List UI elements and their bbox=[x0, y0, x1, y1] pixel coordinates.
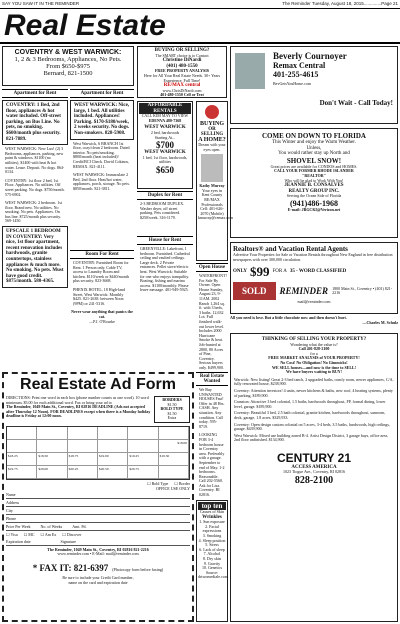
fax-note: (Photocopy form before faxing) bbox=[112, 566, 164, 572]
realtors-price: $99 bbox=[250, 264, 270, 280]
realtors-for: FOR A bbox=[272, 269, 287, 275]
apartment-column-left bbox=[2, 89, 68, 369]
c21-l5: No Cost! No Obligation! No Gimmicks! bbox=[280, 359, 348, 365]
c21-listing-5: Coventry: Open design custom colonial on 5 acres, 3-4 beds, 3.5 baths, hardwoods, high ceilings, garage. $439,900. bbox=[234, 421, 390, 432]
top-ten-item-9: 9. Gravity bbox=[203, 560, 221, 566]
apt-ad-mid-3: WEST WARWICK: Immaculate 2 Bed, 2nd floor. Heat/hot water, appliances, porch, storage. No pets. $850/month. 821-3811. bbox=[73, 172, 130, 191]
word-box[interactable] bbox=[7, 440, 37, 453]
bold-label: BOLD TYPE bbox=[160, 406, 184, 412]
affordable-p1: $700 bbox=[156, 140, 174, 151]
mc-checkbox[interactable]: ☐ MC bbox=[23, 532, 35, 538]
quote2-author: —Charles M. Schulz bbox=[362, 319, 398, 325]
affordable-p2: $650 bbox=[156, 164, 174, 175]
word-box[interactable] bbox=[159, 466, 189, 479]
fl-phone: (941)486-1968 bbox=[290, 198, 338, 208]
c21-l2: Call 401-828-2100 bbox=[298, 346, 330, 352]
word-box[interactable] bbox=[68, 427, 98, 440]
open-house-section bbox=[196, 263, 228, 371]
cww-line2: From $650-$975 bbox=[46, 63, 90, 70]
phone-field-label: Phone bbox=[6, 516, 16, 522]
apartment-column-mid bbox=[70, 89, 134, 249]
fl-email: E-mail: JBGCKI@Verizon.net bbox=[287, 206, 341, 212]
word-box[interactable] bbox=[98, 440, 128, 453]
word-box[interactable] bbox=[128, 427, 158, 440]
duplex-section bbox=[137, 191, 193, 235]
fl-l5: Great prices are available for CONDOS and HOMES. bbox=[270, 163, 358, 169]
affordable-phone: EDENVA 480-7368 bbox=[148, 117, 182, 123]
house-ad: GREENVILLE: Lakefront, 1 bedroom. Furnished. Cathedral ceiling and vaulted ceilings. Large deck. 2 Private entrances. Pellet stove/electric heat. West Warwick: Suitable for one who enjoys tranquility. Boating, fishing and marina access. $1100/monthly. Please leave message. 401-949-5925. bbox=[140, 246, 190, 293]
fl-l3: You would rather stay up North and bbox=[278, 151, 350, 157]
house-icon bbox=[205, 105, 219, 119]
city-field[interactable] bbox=[6, 509, 190, 515]
house-section bbox=[137, 236, 193, 352]
c21-phone: 828-2100 bbox=[294, 475, 334, 487]
duplex-heading: Duplex for Rent bbox=[137, 191, 193, 200]
dinardi-site: www.ChrisDiNardi.com bbox=[162, 87, 202, 93]
word-box[interactable]: $18.75 bbox=[68, 453, 98, 466]
open-house-ad: WATERFRONT! For Sale By Owner. Open House Sunday, August 23, 9-11AM. 2002 Ranch 1,264 sq. ft. with 3 beds, 3 baths. 12,632 Lot. Full finished walk-out lower level. Includes 2000 Hurricane Smoke & heat. Job-hunted at 2800, 80 Acres of Pine, Coventry. Serious buyers only. $499,900. bbox=[199, 273, 227, 370]
duplex-ad: 2-3 BEDROOM DUPLEX. Washer dryer, off street parking. Pets considered. $250/week. 316-1179. bbox=[140, 201, 185, 220]
exp-label: Expiration date bbox=[6, 538, 31, 544]
word-box[interactable] bbox=[37, 440, 67, 453]
dinardi-phone: (401) 480-1550 bbox=[166, 63, 198, 69]
word-box[interactable]: $19.50 bbox=[159, 453, 189, 466]
realtors-contact: 1800 Main St., Coventry • (401) 821-2216 bbox=[332, 285, 393, 296]
apt-ad-left-3: COVENTRY: 1st floor 2 bed, 1st Floor. Appliances. No utilities. Off street parking. No dogs. $750/month. 575-6902. bbox=[5, 177, 65, 197]
dinardi-name: Christine DiNardi bbox=[162, 58, 202, 64]
c21-listing-6: West Warwick: Mixed use building zoned B-4. Artist Design District, 3 garage bays, office area, 2nd floor unfinished. $134,900. bbox=[234, 432, 389, 443]
bold-type-checkbox[interactable]: ☐ Bold Type bbox=[147, 480, 169, 486]
word-grid[interactable] bbox=[6, 426, 190, 480]
header-right: The Reminder Tuesday, August 18, 2015..............Page 21 bbox=[282, 1, 398, 6]
apartment-heading-mid: Apartment for Rent bbox=[70, 89, 134, 98]
word-box[interactable]: $20.75 bbox=[128, 466, 158, 479]
realtors-ad bbox=[230, 242, 398, 314]
top-ten-item-6: 6. Lack of sleep bbox=[199, 546, 225, 552]
word-box[interactable]: $18.00 bbox=[159, 440, 189, 453]
beverly-site: BevGetsYouHome.com bbox=[273, 81, 311, 86]
km-l4: Dream with your eyes open. bbox=[198, 142, 226, 152]
room-for-rent-section bbox=[70, 250, 134, 370]
top-ten-source: Source: drtwomediale.com bbox=[198, 569, 228, 580]
realtors-sub: Advertise Your Properties for Sale or Vacation Rentals throughout New England in free distribution newspapers with over 300,000 circulation. bbox=[233, 252, 393, 262]
weeks-label: No. of Weeks bbox=[40, 524, 63, 530]
apt-ad-mid-1: WEST WARWICK: Nice, large, 1 bed. All utilities included. Appliances! Parking. $170-$180/week, 2 weeks security. No dogs. Non-smokers. 828-5908. bbox=[70, 100, 134, 140]
affordable-sub: CALL KIM MAY TO VIEW bbox=[141, 113, 189, 119]
mc-label: MC bbox=[28, 532, 35, 538]
km-name: Kathy Murray bbox=[199, 183, 225, 189]
dinardi-ad bbox=[137, 46, 227, 98]
bold-price: $1.50 bbox=[167, 410, 177, 416]
c21-l1: Wondering what the value is? bbox=[290, 341, 338, 347]
page-title: Real Estate bbox=[4, 9, 166, 42]
border-checkbox[interactable]: ☐ Border bbox=[174, 480, 190, 486]
dinardi-title: BUYING OR SELLING? bbox=[154, 48, 210, 53]
dinardi-free: FREE PROPERTY ANALYSIS bbox=[154, 68, 210, 74]
affordable-title: AFFORDABLE RENTALS bbox=[139, 103, 191, 114]
visa-label: Visa bbox=[10, 532, 18, 538]
word-box[interactable]: $19.25 bbox=[128, 453, 158, 466]
header-left: SAY YOU SAW IT IN THE REMINDER bbox=[2, 1, 80, 6]
affordable-l5: 1 bed, 1st floor, hardwoods, bbox=[142, 154, 188, 160]
realtors-size: 35 - WORD CLASSIFIED bbox=[289, 269, 347, 275]
c21-listing-2: Coventry: Attention investors! 4 units, newer kitchens & baths, new roof, 4 heating systems, plenty of parking, $189,900. bbox=[234, 387, 393, 398]
apt-ad-left-5: UPSCALE 1 BEDROOM IN COVENTRY: Very nice, 1st floor apartment, recent renovation includes hardwoods, granite countertops, stainless appliances & much more. No smoking. No pets. Must have good credit. $875/month. 580-4365. bbox=[2, 226, 68, 288]
ad-form-directions: DIRECTIONS: Print one word in each box (phone number counts as one word). 10 word minimum. $5.00 for each additional word. Fax or bring your ad to bbox=[6, 395, 149, 405]
apt-ad-mid-2: West Warwick, 6 BRANCH 1st floor, cozy/clean 2 bedroom. Dated interior. No pets/smoking. $800/month (heat included)! Credit/BCI Check. David Cokinos, REMAX. 821-4111. bbox=[73, 140, 130, 169]
sold-sign: SOLD bbox=[233, 282, 276, 300]
fax-note2: Be sure to include your Credit Card number, bbox=[62, 574, 134, 580]
florida-ad bbox=[230, 128, 398, 238]
century21-ad bbox=[230, 333, 398, 622]
fax-line: * FAX IT: 821-6397 bbox=[32, 562, 109, 573]
payment-row[interactable] bbox=[6, 525, 190, 531]
word-box[interactable]: $18.25 bbox=[7, 453, 37, 466]
room-ad-2: PHENIX HOTEL, 18 High-land Street, West Warwick: Monthly $425. 821-2638. between Noon (9PM) or 241-5316. bbox=[73, 286, 125, 306]
word-box[interactable] bbox=[7, 427, 37, 440]
word-box[interactable]: $18.50 bbox=[37, 453, 67, 466]
form-reminder: The Reminder, 1049 Main St., Coventry, RI 02816 821-2216 bbox=[47, 546, 149, 552]
house-heading: House for Rent bbox=[137, 236, 193, 245]
apt-ad-left-2: WEST WARWICK: New Lux! (2) 3 Bedrooms, appliances, parking, new paint & windows. $1100 (no utilities), $1400 with heat & hot water. Lease. Deposit. No dogs. 864-0134. bbox=[5, 146, 65, 175]
cww-line1: 1, 2 & 3 Bedrooms, Appliances, No Pets. bbox=[14, 56, 122, 63]
office-use: OFFICE USE ONLY bbox=[155, 485, 190, 491]
beverly-photo bbox=[235, 53, 265, 89]
word-box[interactable] bbox=[98, 427, 128, 440]
word-box[interactable]: $20.00 bbox=[37, 466, 67, 479]
fl-agent: JEANNIE B. CONSALVES bbox=[284, 183, 344, 189]
c21-logo: CENTURY 21 bbox=[276, 450, 352, 465]
top-ten-sub: Causes of Skin bbox=[200, 509, 224, 514]
c21-listing-4: Coventry: Beautiful 3 bed, 2.5 bath colonial, granite kitchen, hardwoods throughout, sunroom, deck, garage, 1.8 acres. $329,933. bbox=[234, 410, 386, 420]
room-ad-1: COVENTRY: Furnished Room for Rent. 1 Person only. Cable TV, access to Laundry Room and kitchen. $110/week or $440/month plus security. 823-3668. bbox=[73, 260, 129, 284]
ad-form-title: Real Estate Ad Form bbox=[20, 376, 176, 393]
fl-l2: Unless, bbox=[306, 145, 322, 151]
c21-listing-3: Cranston: Attractive 3 bed colonial, 1.5 baths, hardwoods throughout, FP, formal dining, lower level, garage. $189,900. bbox=[234, 399, 386, 409]
sig-label: Signature bbox=[60, 538, 76, 544]
discover-checkbox[interactable]: ☐ Discover bbox=[62, 532, 82, 538]
beverly-company: Remax Central bbox=[273, 61, 326, 70]
quote-author: —P.J. O'Rourke bbox=[89, 318, 115, 324]
quote-text: Never wear anything that panics the cat. bbox=[71, 309, 133, 319]
fl-title: COME ON DOWN TO FLORIDA bbox=[262, 132, 366, 140]
affordable-l1: WEST WARWICK bbox=[144, 125, 186, 131]
border-check-label: Border bbox=[178, 480, 190, 486]
km-sub: Your eyes in Kent County bbox=[201, 187, 223, 198]
fl-area: Serving the Ocean Side of Florida bbox=[286, 193, 342, 199]
discover-label: Discover bbox=[66, 532, 82, 538]
top-ten-item-2: 2. Facial expressions bbox=[202, 523, 222, 534]
cww-title: COVENTRY & WEST WARWICK: bbox=[14, 49, 122, 56]
c21-l3: for a bbox=[310, 350, 318, 356]
kathy-murray-ad bbox=[196, 101, 234, 261]
re-wanted-heading: Real Estate Wanted bbox=[196, 372, 228, 386]
top-ten-title: top ten bbox=[198, 502, 226, 510]
reminder-logo: REMINDER bbox=[279, 286, 329, 297]
top-ten-item-4: 4. Sleep position bbox=[198, 537, 226, 543]
ad-form bbox=[2, 372, 194, 622]
quote2 bbox=[230, 316, 398, 330]
realtors-only: ONLY bbox=[233, 269, 247, 275]
coventry-west-warwick-ad bbox=[2, 46, 134, 86]
city-field-label: City bbox=[6, 508, 13, 514]
word-box[interactable]: $20.25 bbox=[68, 466, 98, 479]
phone-field[interactable] bbox=[6, 517, 190, 523]
agent-photo bbox=[201, 154, 223, 182]
fl-l4: SHOVEL SNOW! bbox=[286, 156, 342, 165]
amt-label: Amt. Pd. bbox=[72, 524, 87, 530]
km-email: kmurray@remax.com bbox=[198, 215, 234, 221]
bold-type-check-label: Bold Type bbox=[151, 480, 169, 486]
top-ten-item-7: 7. Alcohol bbox=[203, 551, 221, 557]
apt-ad-left-4: WEST WARWICK: 2 bedroom. 1st floor. Brand new. No utilities. No smoking. No pets. Appliances. On bus line. $725/month plus security. 569-1450. bbox=[5, 200, 63, 224]
amex-checkbox[interactable]: ☐ Am Ex bbox=[40, 532, 57, 538]
remax-logo: RE/MAX central bbox=[163, 83, 201, 89]
c21-title: THINKING OF SELLING YOUR PROPERTY? bbox=[261, 337, 367, 342]
address-field-label: Address bbox=[6, 500, 20, 506]
km-cell: Cell: 401-626-2070 (Mobile) bbox=[200, 206, 224, 216]
room-heading: Room For Rent bbox=[70, 250, 134, 259]
c21-listing-1: Warwick: New listing! Great 2-3 bed ranch, 2 upgraded baths, comfy room, newer appliances, C/A, fully renovated house, $238,900. bbox=[234, 376, 394, 387]
cww-line3: Bernard, 821-1500 bbox=[43, 70, 93, 77]
ad-form-address: The Reminder, 1049 Main St., Coventry, RI 02816 DEADLINE (Ads not accepted after Thursday 12 Noon). FOR DEADLINES except when there is a Monday holiday deadline is Friday at 12:00 noon. bbox=[6, 404, 151, 419]
km-l1: BUYING bbox=[199, 121, 224, 127]
affordable-l3: Starting At... bbox=[154, 134, 176, 140]
word-box[interactable]: $19.75 bbox=[7, 466, 37, 479]
top-ten-box bbox=[196, 500, 228, 622]
fl-l6: CALL YOUR FORMER RHODE ISLANDER bbox=[274, 168, 354, 174]
form-web: www.reminder.com • E-Mail: mail@reminder.com bbox=[57, 551, 139, 557]
name-field-label: Name bbox=[6, 492, 16, 498]
km-l2: OR SELLING bbox=[200, 127, 224, 137]
visa-checkbox[interactable]: ☐ Visa bbox=[6, 532, 18, 538]
quote2-text: All you need is love. But a little chocolate now and then doesn't hurt. bbox=[230, 315, 347, 320]
affordable-l2: 2 bed, hardwoods bbox=[150, 129, 180, 135]
top-ten-item-5: 5. Stress bbox=[205, 542, 219, 548]
word-box[interactable] bbox=[128, 440, 158, 453]
km-office: RE/MAX Professionals bbox=[201, 196, 223, 207]
top-ten-item-3: 3. Smoking bbox=[202, 532, 222, 538]
page-header bbox=[0, 0, 400, 8]
top-ten-sub2: Wrinkles bbox=[202, 514, 222, 520]
borders-label: BORDERS bbox=[162, 397, 182, 402]
beverly-name: Beverly Cournoyer bbox=[273, 51, 347, 61]
dinardi-line4: Here for All Your Real Estate Needs. 30+ Years Experience. Full Time! bbox=[143, 72, 221, 83]
c21-l4: FREE MARKET ANALYSIS of YOUR PROPERTY! bbox=[268, 355, 360, 361]
affordable-l4: WEST WARWICK bbox=[144, 150, 186, 156]
extra-label: Extra bbox=[167, 415, 177, 421]
price-per-week-label: Price Per Week bbox=[6, 524, 31, 530]
re-wanted-section bbox=[196, 372, 228, 498]
apartment-heading-left: Apartment for Rent bbox=[2, 89, 68, 98]
borders-price: $1.50 bbox=[167, 401, 177, 407]
km-l3: A HOME? bbox=[198, 137, 226, 143]
fl-l1: This Winter and enjoy the Warm Weather. bbox=[272, 140, 356, 145]
word-box[interactable] bbox=[159, 427, 189, 440]
beverly-tag: Don't Wait - Call Today! bbox=[319, 98, 393, 107]
word-box[interactable]: $20.50 bbox=[98, 466, 128, 479]
page-title-bar bbox=[0, 8, 400, 44]
word-box[interactable] bbox=[68, 440, 98, 453]
c21-l7: We have buyers waiting to BUY! bbox=[286, 369, 342, 375]
re-wanted-ad2: LOOKING FOR 3-4 bedroom house in Coventry area. Preferably with a garage. September to end of May. 1-2 bedrooms. Reasonable. Call 202-5560. Ask for Lisa. Coventry. RI 02816. bbox=[199, 432, 225, 498]
address-field[interactable] bbox=[6, 501, 190, 507]
re-wanted-ad: We Buy UNWANTED HOUSES Fast! Offer in 48 Hrs. CASH. Any situation. Any condition. Call today. 595-8719. bbox=[199, 387, 225, 429]
top-ten-item-10: 10. Genetics bbox=[202, 565, 222, 571]
fl-agency: REALTY GROUP INC. bbox=[288, 188, 340, 194]
top-ten-item-8: 8. Dry skin bbox=[203, 555, 221, 561]
fl-l8: Who will be glad to Work With You! bbox=[284, 177, 344, 183]
exp-sig-row[interactable] bbox=[6, 540, 190, 546]
word-box[interactable]: $19.00 bbox=[98, 453, 128, 466]
affordable-l6: utilities bbox=[159, 159, 171, 165]
beverly-phone: 401-255-4615 bbox=[273, 70, 319, 79]
c21-l6: WE SELL houses....and now is the time to SELL! bbox=[271, 364, 357, 370]
c21-office: ACCESS AMERICA bbox=[291, 464, 337, 470]
dinardi-bottom: 401-480-1550 Cell or Text bbox=[160, 92, 204, 98]
apt-ad-left-1: COVENTRY: 1 Bed, 2nd floor, appliances & hot water included. Off-street parking, on Bus Line. No pets, no smoking. $600/month plus security. 821-7889. bbox=[2, 100, 68, 145]
realtors-title: Realtors® and Vacation Rental Agents bbox=[233, 245, 348, 253]
realtors-email: mail@reminder.com bbox=[297, 299, 331, 305]
name-field[interactable] bbox=[6, 493, 190, 499]
word-box[interactable] bbox=[37, 427, 67, 440]
amex-label: Am Ex bbox=[44, 532, 57, 538]
open-house-heading: Open House bbox=[196, 263, 228, 272]
beverly-ad bbox=[230, 46, 398, 124]
dinardi-line1: The SMART choice is to Contact bbox=[155, 52, 209, 58]
fl-l7: "REALTOR" bbox=[302, 172, 326, 178]
c21-addr: 1023 Tiogue Ave., Coventry, RI 02816 bbox=[283, 469, 345, 475]
top-ten-item-1: 1. Sun exposure bbox=[199, 519, 225, 525]
affordable-rentals-ad bbox=[137, 101, 193, 189]
fax-note3: name on the card and expiration date bbox=[68, 579, 128, 585]
